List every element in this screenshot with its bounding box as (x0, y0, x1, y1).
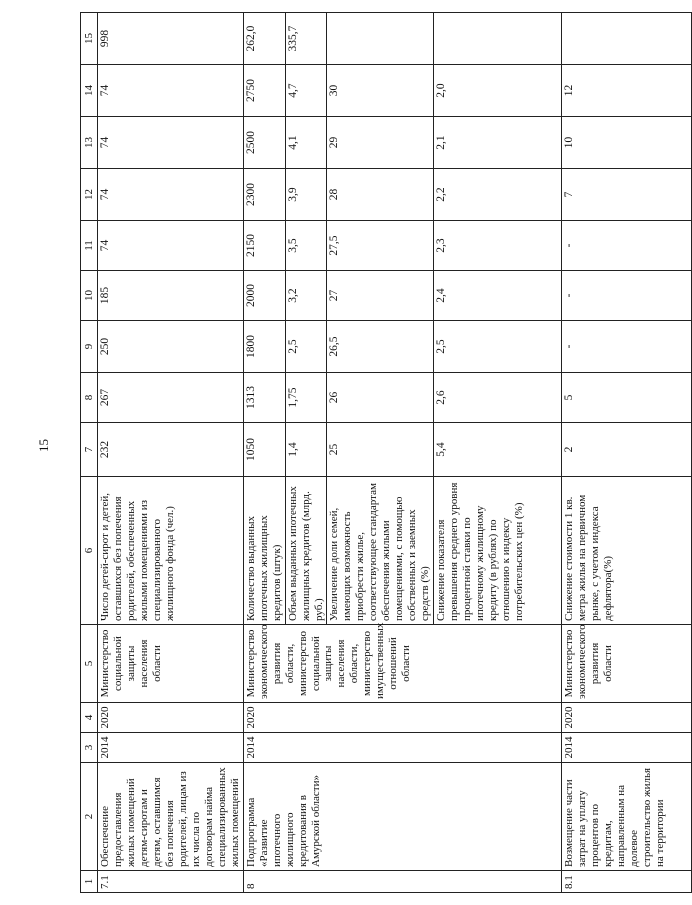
value-cell: 1,75 (285, 373, 327, 423)
header-cell: 5 (81, 625, 98, 703)
value-cell: 74 (98, 117, 244, 169)
value-cell: 27 (327, 271, 434, 321)
header-cell: 9 (81, 321, 98, 373)
value-cell (327, 13, 434, 65)
value-cell: 2500 (243, 117, 285, 169)
table-row (562, 13, 692, 893)
value-cell: 3,9 (285, 169, 327, 221)
indicator-name: Снижение показателя превышения среднего уровня процентной ставки по ипотечному жилищному кредиту (в рублях) по отношению к индексу потребительских цен (%) (434, 477, 562, 625)
value-cell: 2,1 (434, 117, 562, 169)
value-cell: 2,2 (434, 169, 562, 221)
value-cell: 4,7 (285, 65, 327, 117)
value-cell: 2150 (243, 221, 285, 271)
header-cell: 1 (81, 871, 98, 893)
header-cell: 3 (81, 733, 98, 763)
table-row (98, 13, 244, 893)
value-cell: 2,4 (434, 271, 562, 321)
header-cell: 6 (81, 477, 98, 625)
value-cell: 3,5 (285, 221, 327, 271)
value-cell: 27,5 (327, 221, 434, 271)
value-cell (434, 13, 562, 65)
value-cell: - (562, 221, 692, 271)
program-indicators-table (80, 12, 692, 893)
value-cell: 2,3 (434, 221, 562, 271)
value-cell: 5 (562, 373, 692, 423)
value-cell: 26,5 (327, 321, 434, 373)
row-number: 8 (243, 871, 562, 893)
value-cell: 3,2 (285, 271, 327, 321)
value-cell: 26 (327, 373, 434, 423)
value-cell: 1,4 (285, 423, 327, 477)
indicator-name: Количество выданных ипотечных жилищных кредитов (штук) (243, 477, 285, 625)
header-cell: 15 (81, 13, 98, 65)
value-cell: 74 (98, 169, 244, 221)
rotated-table-container (80, 13, 666, 893)
value-cell: 29 (327, 117, 434, 169)
value-cell: 74 (98, 221, 244, 271)
value-cell: 7 (562, 169, 692, 221)
end-year: 2020 (98, 703, 244, 733)
value-cell: 267 (98, 373, 244, 423)
value-cell: 2,5 (285, 321, 327, 373)
header-cell: 11 (81, 221, 98, 271)
measure-name: Возмещение части затрат на уплату процентов по кредитам, направленным на долевое строительство жилья на территории (562, 763, 692, 871)
value-cell: 1313 (243, 373, 285, 423)
value-cell: 28 (327, 169, 434, 221)
value-cell: 335,7 (285, 13, 327, 65)
indicator-name: Число детей-сирот и детей, оставшихся без попечения родителей, обеспеченных жилыми помещениями из специализированного жилищного фонда (чел.) (98, 477, 244, 625)
value-cell: 2000 (243, 271, 285, 321)
start-year: 2014 (562, 733, 692, 763)
value-cell: - (562, 271, 692, 321)
value-cell: 998 (98, 13, 244, 65)
row-number: 7.1 (98, 871, 244, 893)
value-cell: 185 (98, 271, 244, 321)
value-cell (562, 13, 692, 65)
row-number: 8.1 (562, 871, 692, 893)
indicator-name: Объем выданных ипотечных жилищных кредитов (млрд. руб.) (285, 477, 327, 625)
executor: Министерство экономического развития области, министерство социальной защиты населения области, министерство имущественных отношений области (243, 625, 562, 703)
value-cell: 74 (98, 65, 244, 117)
start-year: 2014 (243, 733, 562, 763)
indicator-name: Увеличение доли семей, имеющих возможность приобрести жилье, соответствующее стандартам обеспечения жилыми помещениями, с помощью собственных и заемных средств (%) (327, 477, 434, 625)
executor: Министерство экономического развития области (562, 625, 692, 703)
value-cell: 2,0 (434, 65, 562, 117)
table-row (243, 13, 285, 893)
value-cell: 30 (327, 65, 434, 117)
value-cell: 2750 (243, 65, 285, 117)
measure-name: Подпрограмма «Развитие ипотечного жилищного кредитования в Амурской области» (243, 763, 562, 871)
value-cell: - (562, 321, 692, 373)
header-cell: 10 (81, 271, 98, 321)
end-year: 2020 (562, 703, 692, 733)
value-cell: 262,0 (243, 13, 285, 65)
header-cell: 12 (81, 169, 98, 221)
page-number: 15 (36, 439, 51, 452)
value-cell: 5,4 (434, 423, 562, 477)
indicator-name: Снижение стоимости 1 кв. метра жилья на первичном рынке, с учетом индекса дефлятора(%) (562, 477, 692, 625)
value-cell: 1800 (243, 321, 285, 373)
value-cell: 2,6 (434, 373, 562, 423)
header-cell: 7 (81, 423, 98, 477)
header-cell: 2 (81, 763, 98, 871)
value-cell: 12 (562, 65, 692, 117)
value-cell: 10 (562, 117, 692, 169)
header-cell: 4 (81, 703, 98, 733)
executor: Министерство социальной защиты населения области (98, 625, 244, 703)
end-year: 2020 (243, 703, 562, 733)
value-cell: 2,5 (434, 321, 562, 373)
header-cell: 14 (81, 65, 98, 117)
value-cell: 1050 (243, 423, 285, 477)
value-cell: 2300 (243, 169, 285, 221)
header-cell: 8 (81, 373, 98, 423)
value-cell: 2 (562, 423, 692, 477)
header-cell: 13 (81, 117, 98, 169)
value-cell: 232 (98, 423, 244, 477)
value-cell: 4,1 (285, 117, 327, 169)
measure-name: Обеспечение предоставления жилых помещений детям-сиротам и детям, оставшимся без попечения родителей, лицам из их числа по договорам найма специализированных жилых помещений (98, 763, 244, 871)
start-year: 2014 (98, 733, 244, 763)
value-cell: 250 (98, 321, 244, 373)
header-row (81, 13, 98, 893)
value-cell: 25 (327, 423, 434, 477)
